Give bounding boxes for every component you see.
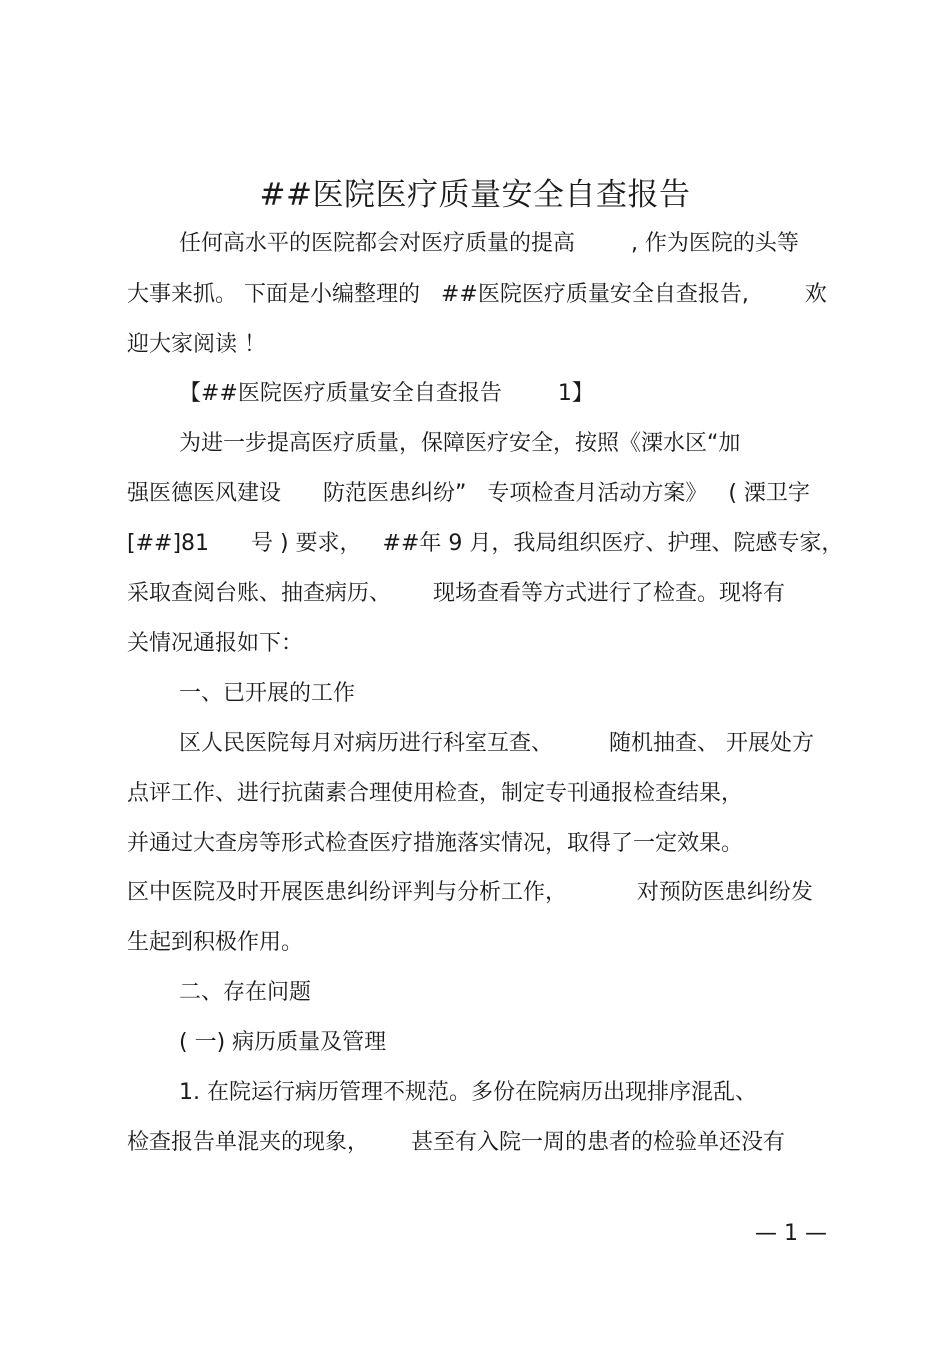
paragraph-line: 区中医院及时开展医患纠纷评判与分析工作， 对预防医患纠纷发 <box>127 880 813 905</box>
paragraph-line: 强医德医风建设 防范医患纠纷” 专项检查月活动方案》 ( 溧卫字 <box>127 481 810 506</box>
paragraph-line: 关情况通报如下： <box>127 631 304 656</box>
document-title: ##医院医疗质量安全自查报告 <box>259 177 691 213</box>
paragraph-line: [##]81 号 ) 要求， ##年 9 月，我局组织医疗、护理、院感专家， <box>127 531 844 556</box>
paragraph-line: 1. 在院运行病历管理不规范。多份在院病历出现排序混乱、 <box>179 1080 757 1105</box>
paragraph-line: 生起到积极作用。 <box>127 930 304 955</box>
paragraph-line: 区人民医院每月对病历进行科室互查、 随机抽查、 开展处方 <box>179 731 814 756</box>
section-heading: 一、已开展的工作 <box>179 681 356 706</box>
paragraph-line: 为进一步提高医疗质量，保障医疗安全，按照《溧水区“加 <box>179 431 741 456</box>
paragraph-line: 点评工作、进行抗菌素合理使用检查，制定专刊通报检查结果， <box>127 781 744 806</box>
paragraph-line: 大事来抓。 下面是小编整理的 ##医院医疗质量安全自查报告, 欢 <box>127 282 827 307</box>
paragraph-line: 并通过大查房等形式检查医疗措施落实情况，取得了一定效果。 <box>127 831 744 856</box>
section-heading: 【##医院医疗质量安全自查报告 1】 <box>179 381 594 406</box>
paragraph-line: 采取查阅台账、抽查病历、 现场查看等方式进行了检查。现将有 <box>127 581 785 606</box>
paragraph-line: 任何高水平的医院都会对医疗质量的提高 , 作为医院的头等 <box>179 231 799 256</box>
paragraph-line: 检查报告单混夹的现象， 甚至有入院一周的患者的检验单还没有 <box>127 1130 785 1155</box>
subsection-heading: ( 一) 病历质量及管理 <box>179 1030 387 1055</box>
paragraph-line: 迎大家阅读 ！ <box>127 332 266 357</box>
section-heading: 二、存在问题 <box>179 980 312 1005</box>
page-number: — 1 — <box>755 1221 827 1246</box>
